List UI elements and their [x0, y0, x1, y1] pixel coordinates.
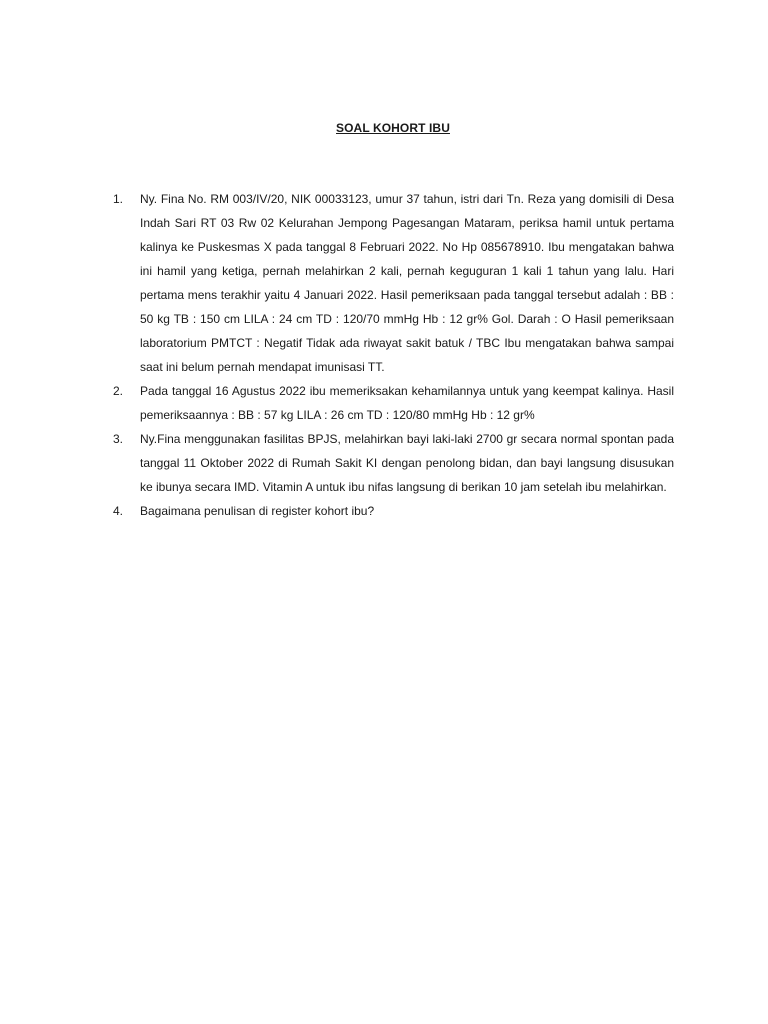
list-item-text: Pada tanggal 16 Agustus 2022 ibu memeriksakan kehamilannya untuk yang keempat kalinya. Hasil pemeriksaannya : BB : 57 kg LILA : 26 cm TD : 120/80 mmHg Hb : 12 gr%: [140, 384, 674, 422]
list-item-1: [113, 187, 674, 379]
list-item-number: 1.: [113, 192, 124, 206]
list-item-text: Ny.Fina menggunakan fasilitas BPJS, melahirkan bayi laki-laki 2700 gr secara normal spontan pada tanggal 11 Oktober 2022 di Rumah Sakit KI dengan penolong bidan, dan bayi langsung disusukan ke ibunya secara IMD. Vitamin A untuk ibu nifas langsung di berikan 10 jam setelah ibu melahirkan.: [140, 432, 674, 494]
list-item-text: Ny. Fina No. RM 003/IV/20, NIK 00033123, umur 37 tahun, istri dari Tn. Reza yang domisili di Desa Indah Sari RT 03 Rw 02 Kelurahan Jempong Pagesangan Mataram, periksa hamil untuk pertama kalinya ke Puskesmas X pada tanggal 8 Februari 2022. No Hp 085678910. Ibu mengatakan bahwa ini hamil yang ketiga, pernah melahirkan 2 kali, pernah keguguran 1 kali 1 tahun yang lalu. Hari pertama mens terakhir yaitu 4 Januari 2022. Hasil pemeriksaan pada tanggal tersebut adalah : BB : 50 kg TB : 150 cm LILA : 24 cm TD : 120/70 mmHg Hb : 12 gr% Gol. Darah : O Hasil pemeriksaan laboratorium PMTCT : Negatif Tidak ada riwayat sakit batuk / TBC Ibu mengatakan bahwa sampai saat ini belum pernah mendapat imunisasi TT.: [140, 192, 674, 374]
list-item-number: 4.: [113, 504, 124, 518]
list-item-2: [113, 379, 674, 427]
list-item-4: [113, 499, 674, 523]
list-item-3: [113, 427, 674, 499]
question-list: [113, 187, 674, 523]
list-item-text: Bagaimana penulisan di register kohort ibu?: [140, 504, 375, 518]
document-title: SOAL KOHORT IBU: [336, 121, 450, 135]
list-item-number: 3.: [113, 432, 124, 446]
list-item-number: 2.: [113, 384, 124, 398]
